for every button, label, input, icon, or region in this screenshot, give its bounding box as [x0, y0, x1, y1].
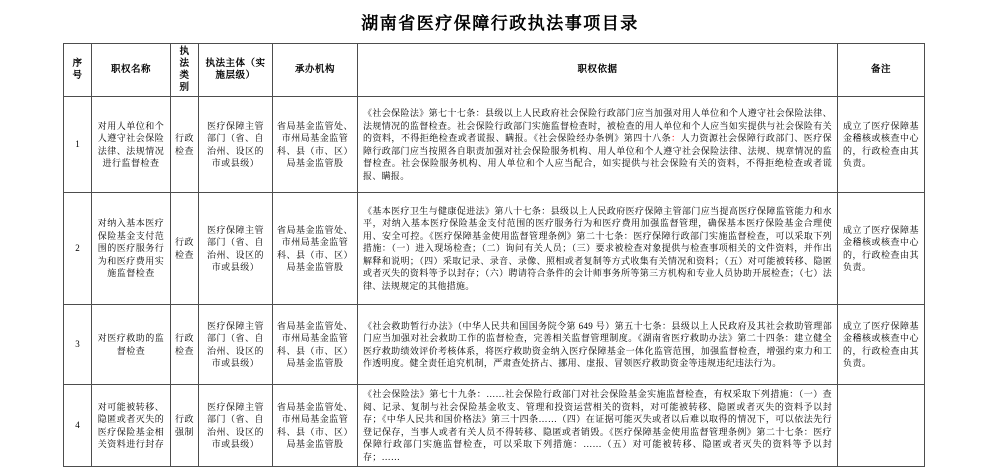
cell-category: 行政检查 [171, 193, 199, 305]
table-row [64, 193, 925, 305]
cell-name: 对用人单位和个人遵守社会保险法律、法规情况进行监督检查 [92, 97, 171, 193]
cell-index: 4 [64, 385, 92, 467]
cell-remark [838, 385, 925, 467]
cell-remark: 成立了医疗保障基金稽核或核查中心的，行政检查由其负责。 [838, 305, 925, 385]
basis-text-segment: ： [671, 133, 681, 143]
column-header-agency: 承办机构 [273, 44, 358, 97]
column-header-name: 职权名称 [92, 44, 171, 97]
basis-text-segment: 《社会保险法》第七十七条：县级以上人民政府社会保险行政部门应当加强对用人单位和个人遵守社会保险法律、法规情况的监督检查。社会保险行政部门实施监督检查时，被检查的用人单位和个人应当如实提供与社会保险有关的资料，不得拒绝检查或者谎报、瞒报。《社会保险经办条例》第四十八条 [363, 108, 832, 143]
cell-agency: 省局基金监管处、市州局基金监管科、县（市、区）局基金监管股 [273, 305, 358, 385]
basis-text-segment: 《基本医疗卫生与健康促进法》第八十七条：县级以上人民政府医疗保障主管部门应当提高医疗保障监管能力和水平，对纳入基本医疗保险基金支付范围的医疗服务行为和医疗费用加强监督管理，确保基本医疗保险基金合理使用、安全可控。《医疗保障基金使用监督管理条例》第二十七条：医疗保障行政部门实施监督检查，可以采取下列措施：（一）进入现场检查；（二）询问有关人员；（三）要求被检查对象提供与检查事项相关的文件资料，并作出解释和说明；（四）采取记录、录音、录像、照相或者复制等方式收集有关情况和资料；（五）对可能被转移、隐匿或者灭失的资料等予以封存；（六）聘请符合条件的会计师事务所等第三方机构和专业人员协助开展检查；（七）法律、法规规定的其他措施。 [363, 205, 832, 291]
header-row [64, 44, 925, 97]
cell-basis [358, 305, 838, 385]
cell-agency: 省局基金监管处、市州局基金监管科、县（市、区）局基金监管股 [273, 193, 358, 305]
cell-category: 行政强制 [171, 385, 199, 467]
basis-text-segment: 《社会保险法》第七十九条：……社会保险行政部门对社会保险基金实施监督检查，有权采取下列措施：（一）查阅、记录、复制与社会保险基金收支、管理和投资运营相关的资料，对可能被转移、隐匿或者灭失的资料予以封存；《中华人民共和国价格法》第三十四条……（四）在证据可能灭失或者以后难以取得的情况下，可以依法先行登记保存，当事人或者有关人员不得转移、隐匿或者销毁。《医疗保障基金使用监督管理条例》第二十七条：医疗保障行政部门实施监督检查，可以采取下列措施：……（五）对可能被转移、隐匿或者灭失的资料等予以封存；…… [363, 389, 832, 462]
table-row [64, 305, 925, 385]
cell-basis [358, 193, 838, 305]
cell-name: 对可能被转移、隐匿或者灭失的医疗保险基金相关资料进行封存 [92, 385, 171, 467]
cell-index: 3 [64, 305, 92, 385]
cell-index: 1 [64, 97, 92, 193]
cell-category: 行政检查 [171, 305, 199, 385]
cell-index: 2 [64, 193, 92, 305]
cell-category: 行政检查 [171, 97, 199, 193]
cell-subject: 医疗保障主管部门（省、自治州、设区的市或县级） [199, 193, 273, 305]
table-row [64, 385, 925, 467]
column-header-index: 序号 [64, 44, 92, 97]
table-row [64, 97, 925, 193]
basis-text-segment: 《社会救助暂行办法》（中华人民共和国国务院令第 649 号）第五十七条：县级以上人民政府及其社会救助管理部门应当加强对社会救助工作的监督检查，完善相关监督管理制度。《湖南省医疗救助办法》第二十四条：建立健全医疗救助绩效评价考核体系，将医疗救助资金纳入医疗保障基金一体化监管范围，加强监督检查，增强约束力和工作透明度。健全责任追究机制，严肃查处挤占、挪用、虚报、冒领医疗救助资金等违规违纪违法行为。 [363, 320, 832, 368]
cell-name: 对纳入基本医疗保险基金支付范围的医疗服务行为和医疗费用实施监督检查 [92, 193, 171, 305]
cell-remark: 成立了医疗保障基金稽核或核查中心的，行政检查由其负责。 [838, 97, 925, 193]
cell-agency: 省局基金监管处、市州局基金监管科、县（市、区）局基金监管股 [273, 385, 358, 467]
column-header-remark: 备注 [838, 44, 925, 97]
cell-remark: 成立了医疗保障基金稽核或核查中心的，行政检查由其负责。 [838, 193, 925, 305]
cell-agency: 省局基金监管处、市州局基金监管科、县（市、区）局基金监管股 [273, 97, 358, 193]
cell-subject: 医疗保障主管部门（省、自治州、设区的市或县级） [199, 97, 273, 193]
column-header-category: 执法类别 [171, 44, 199, 97]
cell-subject: 医疗保障主管部门（省、自治州、设区的市或县级） [199, 305, 273, 385]
table-body [64, 97, 925, 467]
column-header-subject: 执法主体（实施层级） [199, 44, 273, 97]
cell-basis [358, 97, 838, 193]
page-title: 湖南省医疗保障行政执法事项目录 [361, 14, 639, 33]
cell-basis [358, 385, 838, 467]
table-header [64, 44, 925, 97]
basis-text-segment: 人力资源社会保障行政部门、医疗保障行政部门应当按照各自职责加强对社会保险服务机构、用人单位和个人遵守社会保险法律、法规、规章情况的监督检查。社会保险服务机构、用人单位和个人应当配合，如实提供与社会保险有关的资料，不得拒绝检查或者谎报、瞒报。 [363, 133, 832, 181]
column-header-basis: 职权依据 [358, 44, 838, 97]
enforcement-items-table [63, 43, 925, 467]
cell-name: 对医疗救助的监督检查 [92, 305, 171, 385]
cell-subject: 医疗保障主管部门（省、自治州、设区的市或县级） [199, 385, 273, 467]
